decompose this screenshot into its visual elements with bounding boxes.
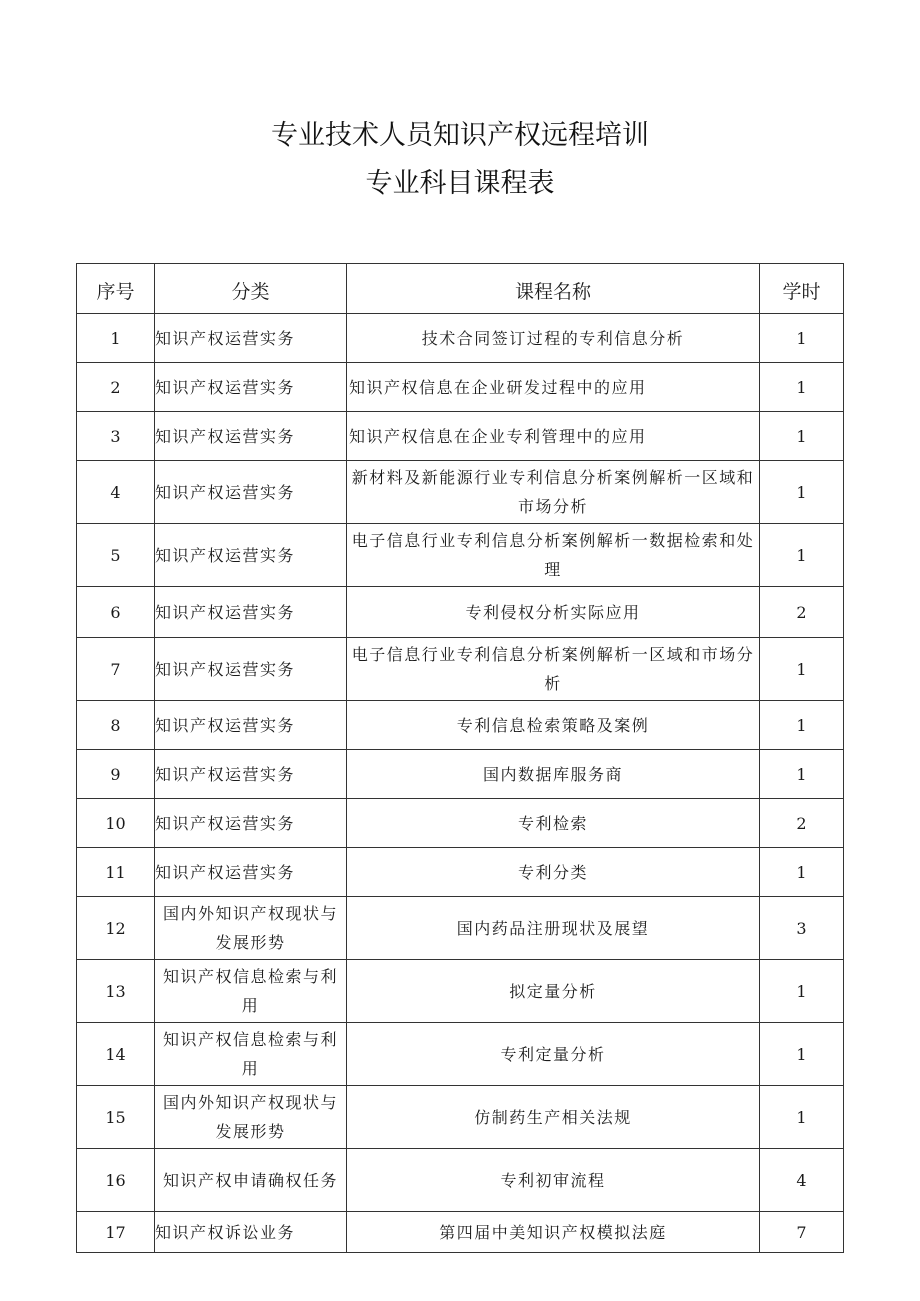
row-category: 知识产权申请确权任务 [155, 1149, 347, 1212]
table-row [77, 848, 844, 897]
row-hours: 1 [760, 524, 844, 587]
row-course: 技术合同签订过程的专利信息分析 [347, 314, 760, 363]
table-row [77, 638, 844, 701]
row-course: 专利初审流程 [347, 1149, 760, 1212]
header-category: 分类 [155, 264, 347, 314]
row-course: 专利检索 [347, 799, 760, 848]
table-row [77, 897, 844, 960]
row-category: 知识产权运营实务 [155, 461, 347, 524]
row-course: 第四届中美知识产权模拟法庭 [347, 1212, 760, 1253]
row-index: 5 [77, 524, 155, 587]
row-hours: 2 [760, 799, 844, 848]
course-table [76, 263, 844, 1253]
row-course: 国内数据库服务商 [347, 750, 760, 799]
row-index: 8 [77, 701, 155, 750]
row-hours: 1 [760, 1023, 844, 1086]
row-hours: 4 [760, 1149, 844, 1212]
row-category: 知识产权运营实务 [155, 524, 347, 587]
row-index: 7 [77, 638, 155, 701]
row-course: 知识产权信息在企业研发过程中的应用 [347, 363, 760, 412]
row-course: 专利侵权分析实际应用 [347, 587, 760, 638]
row-hours: 1 [760, 848, 844, 897]
table-row [77, 461, 844, 524]
row-course: 仿制药生产相关法规 [347, 1086, 760, 1149]
title-line-1: 专业技术人员知识产权远程培训 [271, 120, 649, 151]
row-hours: 1 [760, 750, 844, 799]
row-index: 10 [77, 799, 155, 848]
row-hours: 1 [760, 701, 844, 750]
row-index: 2 [77, 363, 155, 412]
row-course: 国内药品注册现状及展望 [347, 897, 760, 960]
row-index: 15 [77, 1086, 155, 1149]
row-hours: 1 [760, 638, 844, 701]
document-title [0, 112, 920, 208]
row-category: 知识产权运营实务 [155, 750, 347, 799]
row-course: 专利分类 [347, 848, 760, 897]
row-hours: 1 [760, 363, 844, 412]
row-index: 17 [77, 1212, 155, 1253]
row-category: 知识产权运营实务 [155, 848, 347, 897]
table-row [77, 701, 844, 750]
row-course: 拟定量分析 [347, 960, 760, 1023]
row-category: 知识产权信息检索与利用 [155, 1023, 347, 1086]
row-hours: 1 [760, 1086, 844, 1149]
row-index: 9 [77, 750, 155, 799]
row-hours: 7 [760, 1212, 844, 1253]
row-hours: 2 [760, 587, 844, 638]
row-course: 专利信息检索策略及案例 [347, 701, 760, 750]
table-row [77, 587, 844, 638]
header-index: 序号 [77, 264, 155, 314]
table-row [77, 1086, 844, 1149]
row-hours: 3 [760, 897, 844, 960]
row-course: 新材料及新能源行业专利信息分析案例解析一区域和市场分析 [347, 461, 760, 524]
table-row [77, 524, 844, 587]
row-index: 12 [77, 897, 155, 960]
row-course: 电子信息行业专利信息分析案例解析一数据检索和处理 [347, 524, 760, 587]
row-hours: 1 [760, 314, 844, 363]
row-index: 6 [77, 587, 155, 638]
row-category: 知识产权运营实务 [155, 363, 347, 412]
table-row [77, 1023, 844, 1086]
row-category: 知识产权信息检索与利用 [155, 960, 347, 1023]
row-hours: 1 [760, 461, 844, 524]
row-course: 专利定量分析 [347, 1023, 760, 1086]
row-category: 知识产权诉讼业务 [155, 1212, 347, 1253]
row-category: 知识产权运营实务 [155, 314, 347, 363]
row-index: 1 [77, 314, 155, 363]
header-course: 课程名称 [347, 264, 760, 314]
row-category: 知识产权运营实务 [155, 638, 347, 701]
row-index: 16 [77, 1149, 155, 1212]
table-row [77, 1149, 844, 1212]
row-hours: 1 [760, 412, 844, 461]
table-row [77, 799, 844, 848]
table-row [77, 363, 844, 412]
table-row [77, 314, 844, 363]
row-category: 国内外知识产权现状与发展形势 [155, 1086, 347, 1149]
row-index: 11 [77, 848, 155, 897]
row-category: 知识产权运营实务 [155, 412, 347, 461]
title-line-2: 专业科目课程表 [365, 168, 555, 199]
table-row [77, 960, 844, 1023]
table-row [77, 750, 844, 799]
row-index: 14 [77, 1023, 155, 1086]
table-row [77, 1212, 844, 1253]
row-category: 知识产权运营实务 [155, 587, 347, 638]
row-category: 国内外知识产权现状与发展形势 [155, 897, 347, 960]
row-category: 知识产权运营实务 [155, 799, 347, 848]
table-row [77, 412, 844, 461]
row-hours: 1 [760, 960, 844, 1023]
row-index: 13 [77, 960, 155, 1023]
row-course: 知识产权信息在企业专利管理中的应用 [347, 412, 760, 461]
row-index: 4 [77, 461, 155, 524]
row-course: 电子信息行业专利信息分析案例解析一区域和市场分析 [347, 638, 760, 701]
row-index: 3 [77, 412, 155, 461]
header-hours: 学时 [760, 264, 844, 314]
row-category: 知识产权运营实务 [155, 701, 347, 750]
table-header-row [77, 264, 844, 314]
